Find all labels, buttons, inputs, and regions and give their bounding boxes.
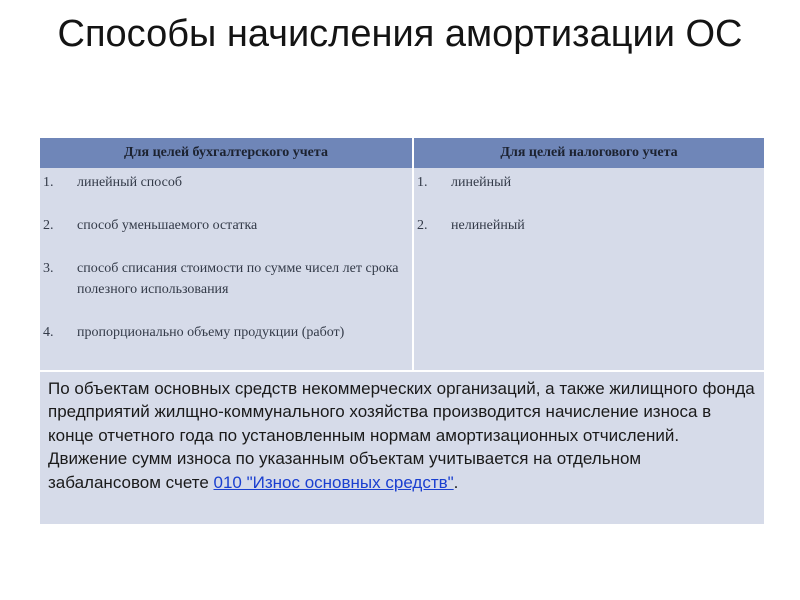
- tax-methods-cell: [413, 168, 764, 370]
- list-item-number: 3.: [43, 261, 54, 276]
- header-tax: Для целей налогового учета: [413, 138, 764, 168]
- accounting-methods-cell: [40, 168, 413, 370]
- methods-table: [40, 138, 764, 370]
- list-item: [414, 172, 764, 193]
- list-item-number: 1.: [43, 175, 54, 190]
- table-header-row: [40, 138, 764, 168]
- list-item: [414, 215, 764, 236]
- list-item-text: способ списания стоимости по сумме чисел лет срока полезного использования: [77, 261, 399, 297]
- list-item: [40, 172, 412, 193]
- list-item-text: способ уменьшаемого остатка: [77, 218, 258, 233]
- account-010-link[interactable]: 010 "Износ основных средств": [213, 472, 454, 492]
- list-item-text: пропорционально объему продукции (работ): [77, 325, 345, 340]
- list-item: [40, 322, 412, 343]
- note-block: [40, 372, 764, 524]
- header-accounting: Для целей бухгалтерского учета: [40, 138, 413, 168]
- note-trailing: .: [453, 472, 459, 492]
- tax-methods-list: [414, 172, 764, 236]
- list-item-text: линейный: [451, 175, 512, 190]
- list-item-number: 2.: [417, 218, 428, 233]
- list-item-text: нелинейный: [451, 218, 525, 233]
- list-item-number: 1.: [417, 175, 428, 190]
- list-item-number: 2.: [43, 218, 54, 233]
- table-body-row: [40, 168, 764, 370]
- slide-title: Способы начисления амортизации ОС: [57, 13, 743, 55]
- list-item: [40, 258, 412, 300]
- list-item-number: 4.: [43, 325, 54, 340]
- list-item-text: линейный способ: [77, 175, 182, 190]
- note-text: По объектам основных средств некоммерческих организаций, а также жилищного фонда предприятий жилщно-коммунального хозяйства производится начисление износа в конце отчетного года по установленным нормам амортизационных отчислений. Движение сумм износа по указанным объектам учитывается на отдельном забалансовом счете: [48, 379, 755, 492]
- accounting-methods-list: [40, 172, 412, 343]
- list-item: [40, 215, 412, 236]
